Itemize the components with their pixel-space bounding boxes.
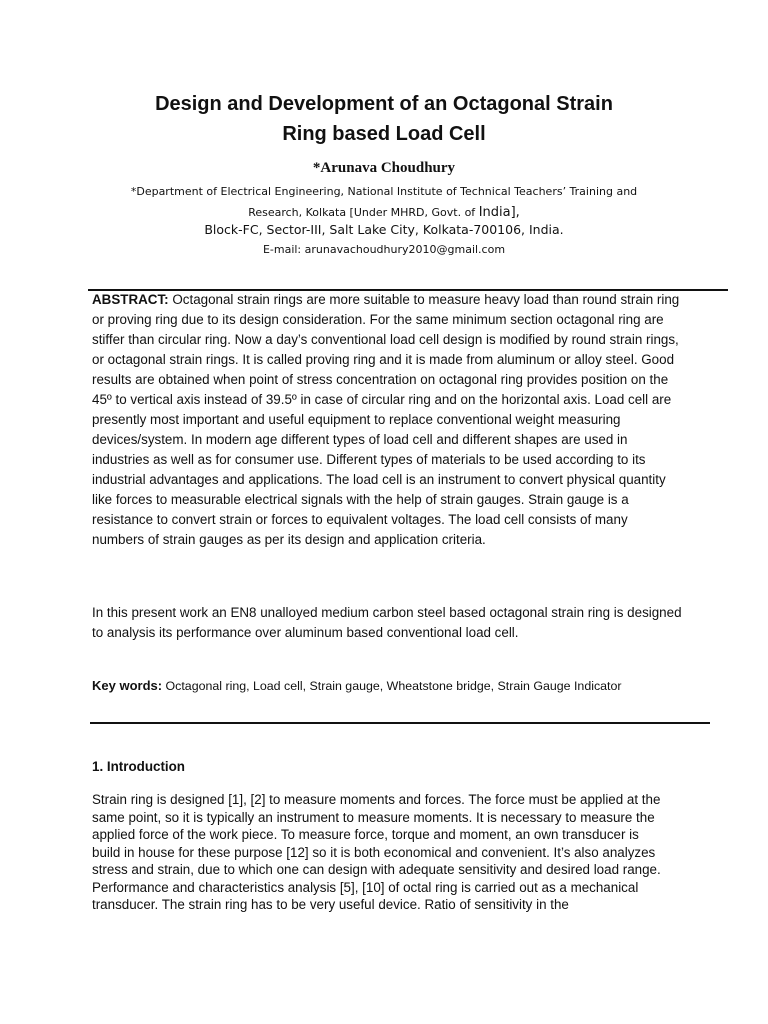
introduction-text: Strain ring is designed [1], [2] to measure moments and forces. The force must be applied at the same point, so it is typically an instrument to measure moments. It is necessary to measure the applied force of the work piece. To measure force, torque and moment, an own transducer is build in house for these purpose [12] so it is both economical and convenient. It’s also analyzes stress and strain, due to which one can design with adequate sensitivity and desired load range. Performance and characteristics analysis [5], [10] of octal ring is carried out as a mechanical transducer. The strain ring has to be very useful device. Ratio of sensitivity in the bbox=[92, 792, 661, 912]
title-line-1: Design and Development of an Octagonal Strain bbox=[155, 93, 613, 115]
affiliation-country: India], bbox=[478, 205, 520, 220]
abstract-text: Octagonal strain rings are more suitable to measure heavy load than round strain ring or proving ring due to its design consideration. For the same minimum section octagonal ring are stiffer than circular ring. Now a day’s conventional load cell design is modified by round strain rings, or octagonal strain rings. It is called proving ring and it is made from aluminum or alloy steel. Good results are obtained when point of stress concentration on octagonal ring provides position on the 45º to vertical axis instead of 39.5º in case of circular ring and on the horizontal axis. Load cell are presently most important and useful equipment to replace conventional weight measuring devices/system. In modern age different types of load cell and different shapes are used in industries as well as for consumer use. Different types of materials to be used according to its industrial advantages and applications. The load cell is an instrument to convert physical quantity like forces to measurable electrical signals with the help of strain gauges. Strain gauge is a resistance to convert strain or forces to equivalent voltages. The load cell consists of many numbers of strain gauges as per its design and application criteria. bbox=[92, 292, 680, 547]
address: Block-FC, Sector-III, Salt Lake City, Kolkata-700106, India. bbox=[204, 222, 564, 237]
email: E-mail: arunavachoudhury2010@gmail.com bbox=[262, 243, 506, 256]
bottom-divider bbox=[90, 722, 710, 724]
title-line-2: Ring based Load Cell bbox=[282, 123, 486, 145]
affiliation bbox=[92, 181, 676, 223]
keywords-text: Octagonal ring, Load cell, Strain gauge, Wheatstone bridge, Strain Gauge Indicator bbox=[165, 679, 622, 693]
affiliation-line-1: *Department of Electrical Engineering, National Institute of Technical Teachers’ Training and bbox=[130, 185, 638, 198]
author-name: *Arunava Choudhury bbox=[312, 160, 456, 176]
abstract bbox=[92, 290, 682, 550]
paper-title bbox=[60, 89, 708, 149]
keywords-label: Key words: bbox=[92, 678, 163, 693]
abstract-label: ABSTRACT: bbox=[92, 292, 169, 307]
section-heading: 1. Introduction bbox=[92, 759, 185, 774]
abstract-paragraph-2: In this present work an EN8 unalloyed medium carbon steel based octagonal strain ring is designed to analysis its performance over aluminum based conventional load cell. bbox=[92, 605, 682, 640]
affiliation-line-2: Research, Kolkata [Under MHRD, Govt. of bbox=[248, 206, 479, 219]
keywords bbox=[92, 676, 672, 696]
